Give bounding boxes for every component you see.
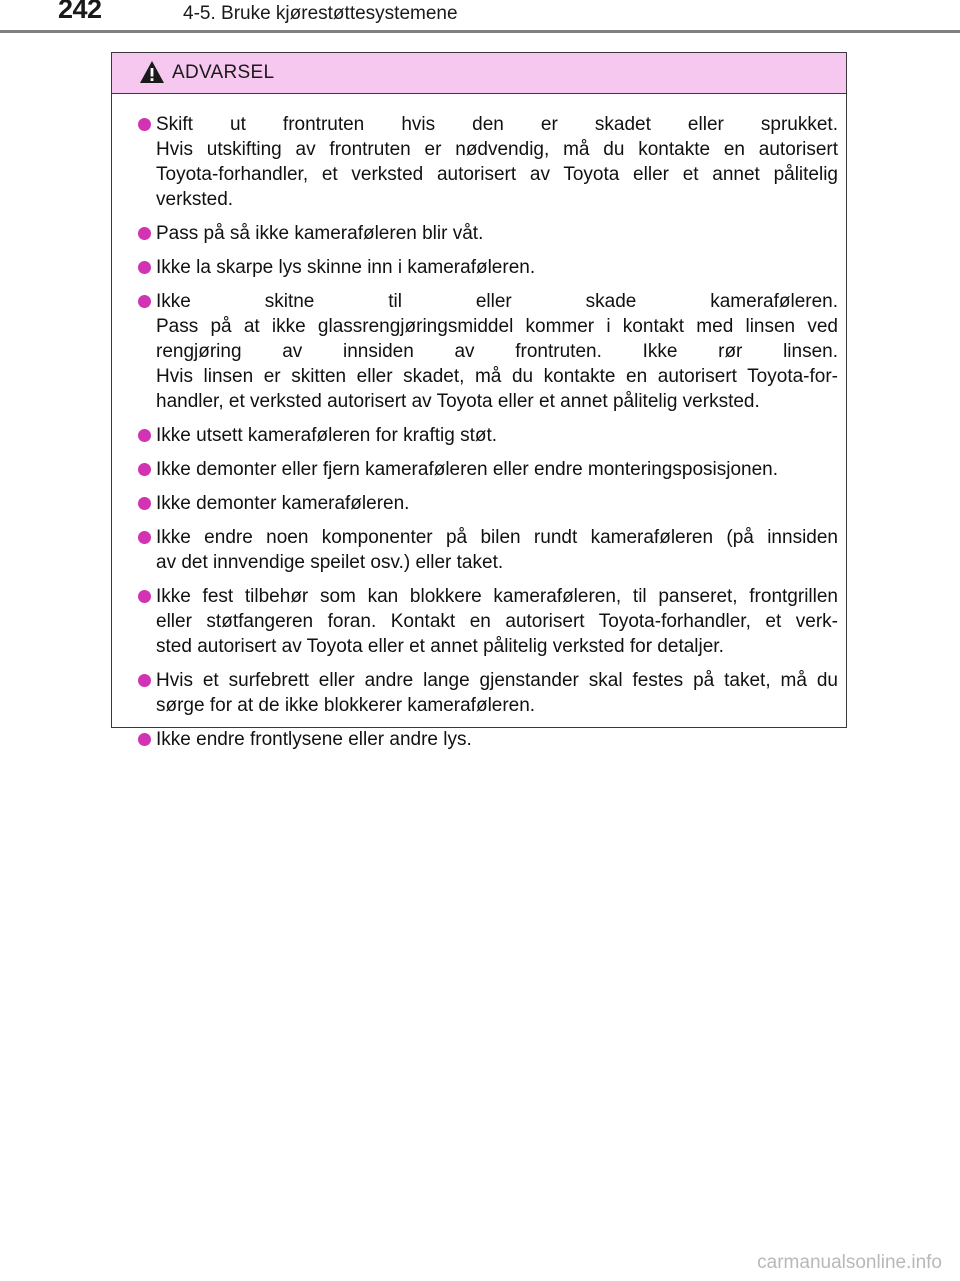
- bullet-icon: [138, 590, 151, 603]
- warning-item-line: rengjøring av innsiden av frontruten. Ikke rør linsen.: [156, 341, 838, 362]
- warning-item: [112, 457, 846, 482]
- bullet-icon: [138, 674, 151, 687]
- warning-item-line: eller støtfangeren foran. Kontakt en autorisert Toyota-forhandler, et verk-: [156, 611, 838, 632]
- warning-item-line: Hvis linsen er skitten eller skadet, må du kontakte en autorisert Toyota-for-: [156, 366, 838, 387]
- warning-item-line: Hvis et surfebrett eller andre lange gjenstander skal festes på taket, må du: [156, 670, 838, 691]
- bullet-icon: [138, 295, 151, 308]
- bullet-icon: [138, 497, 151, 510]
- warning-item-line: Pass på så ikke kameraføleren blir våt.: [156, 223, 484, 244]
- warning-item: [112, 112, 846, 212]
- warning-label: ADVARSEL: [172, 62, 275, 83]
- warning-item-line: Ikke skitne til eller skade kameraføleren.: [156, 291, 838, 312]
- warning-item-line: sørge for at de ikke blokkerer kameraføleren.: [156, 695, 536, 716]
- warning-item-line: Ikke la skarpe lys skinne inn i kameraføleren.: [156, 257, 536, 278]
- warning-item: [112, 584, 846, 659]
- warning-item: [112, 221, 846, 246]
- section-title: 4-5. Bruke kjørestøttesystemene: [183, 3, 458, 24]
- warning-item-line: sted autorisert av Toyota eller et annet pålitelig verksted for detaljer.: [156, 636, 724, 657]
- warning-item: [112, 423, 846, 448]
- warning-item: [112, 255, 846, 280]
- warning-item-line: verksted.: [156, 189, 234, 210]
- warning-item-line: Ikke demonter kameraføleren.: [156, 493, 410, 514]
- warning-item: [112, 491, 846, 516]
- warning-triangle-icon: [139, 60, 165, 84]
- bullet-icon: [138, 118, 151, 131]
- warning-items: [112, 94, 846, 752]
- warning-item-line: av det innvendige speilet osv.) eller taket.: [156, 552, 504, 573]
- warning-item-line: Skift ut frontruten hvis den er skadet eller sprukket.: [156, 114, 838, 135]
- warning-item-line: Pass på at ikke glassrengjøringsmiddel kommer i kontakt med linsen ved: [156, 316, 838, 337]
- warning-item-line: handler, et verksted autorisert av Toyota eller et annet pålitelig verksted.: [156, 391, 760, 412]
- warning-item-line: Ikke utsett kameraføleren for kraftig støt.: [156, 425, 498, 446]
- warning-item-line: Ikke endre noen komponenter på bilen rundt kameraføleren (på innsiden: [156, 527, 838, 548]
- bullet-icon: [138, 733, 151, 746]
- warning-item: [112, 668, 846, 718]
- warning-item-line: Ikke endre frontlysene eller andre lys.: [156, 729, 472, 750]
- page-number: 242: [58, 0, 102, 24]
- warning-item-line: Ikke demonter eller fjern kameraføleren eller endre monteringsposisjonen.: [156, 459, 779, 480]
- warning-item-line: Toyota-forhandler, et verksted autorisert av Toyota eller et annet pålitelig: [156, 164, 838, 185]
- bullet-icon: [138, 429, 151, 442]
- bullet-icon: [138, 463, 151, 476]
- warning-item-line: Ikke fest tilbehør som kan blokkere kameraføleren, til panseret, frontgrillen: [156, 586, 838, 607]
- watermark: carmanualsonline.info: [757, 1252, 942, 1273]
- warning-item: [112, 525, 846, 575]
- warning-item: [112, 727, 846, 752]
- warning-box: [111, 52, 847, 750]
- bullet-icon: [138, 261, 151, 274]
- bullet-icon: [138, 227, 151, 240]
- bullet-icon: [138, 531, 151, 544]
- warning-item: [112, 289, 846, 414]
- header-rule: [0, 30, 960, 33]
- warning-header: [112, 53, 846, 94]
- page-header: [0, 0, 960, 34]
- warning-item-line: Hvis utskifting av frontruten er nødvendig, må du kontakte en autorisert: [156, 139, 838, 160]
